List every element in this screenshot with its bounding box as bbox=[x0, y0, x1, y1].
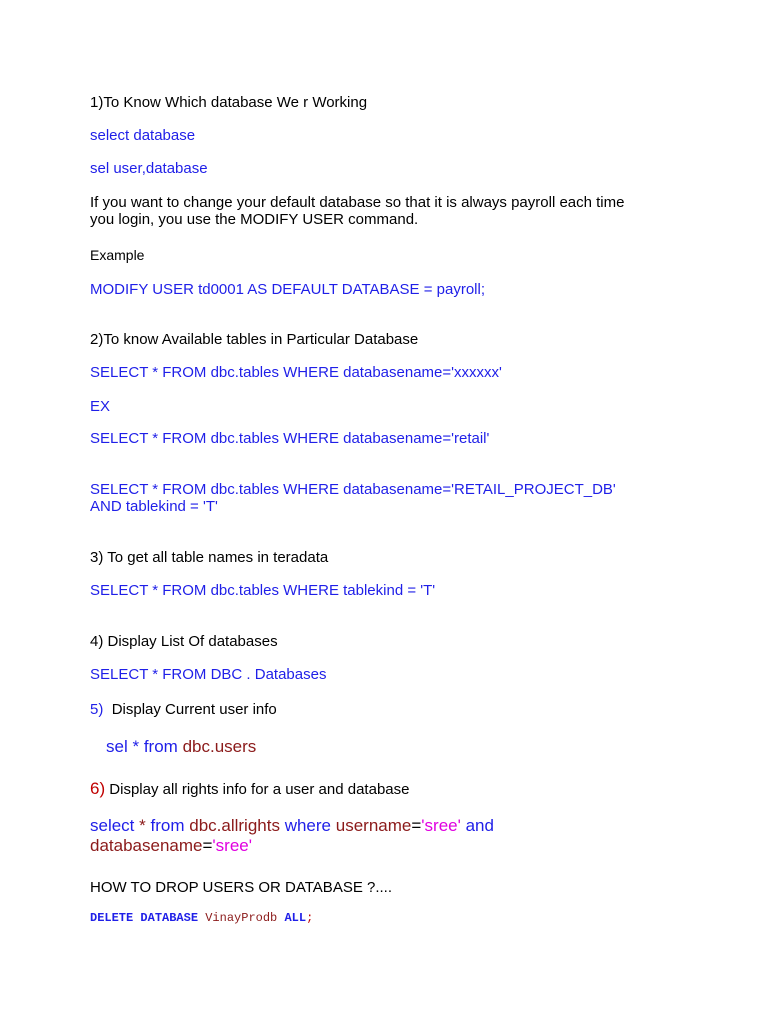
query-sel-user-database: sel user,database bbox=[90, 160, 208, 177]
query-delete-database bbox=[90, 911, 313, 925]
keyword-from: from bbox=[150, 816, 185, 835]
keyword-select: select bbox=[90, 816, 135, 835]
query-select-allrights-line-1 bbox=[90, 816, 494, 836]
section-1-heading: 1)To Know Which database We r Working bbox=[90, 94, 368, 111]
paragraph-line-2: you login, you use the MODIFY USER command. bbox=[90, 211, 419, 228]
section-4-heading: 4) Display List Of databases bbox=[90, 633, 278, 650]
query-select-database: select database bbox=[90, 127, 196, 144]
keyword-from: from bbox=[143, 737, 178, 756]
string-sree: 'sree' bbox=[421, 816, 461, 835]
section-5-heading bbox=[90, 701, 277, 719]
section-3-heading: 3) To get all table names in teradata bbox=[90, 549, 329, 566]
paragraph-line-1: If you want to change your default database so that it is always payroll each time bbox=[90, 194, 625, 211]
query-tables-xxxxxx: SELECT * FROM dbc.tables WHERE databasename='xxxxxx' bbox=[90, 364, 502, 381]
query-sel-dbc-users bbox=[106, 737, 256, 757]
table-dbc-allrights: dbc.allrights bbox=[189, 816, 280, 835]
query-tables-retail-project-line-1: SELECT * FROM dbc.tables WHERE databasename='RETAIL_PROJECT_DB' bbox=[90, 481, 616, 498]
equals-sign: = bbox=[202, 836, 213, 855]
database-name: VinayProdb bbox=[205, 911, 278, 925]
ex-label: EX bbox=[90, 398, 111, 415]
section-5-heading-text: Display Current user info bbox=[111, 701, 277, 718]
query-tables-tablekind: SELECT * FROM dbc.tables WHERE tablekind = 'T' bbox=[90, 582, 436, 599]
query-tables-retail: SELECT * FROM dbc.tables WHERE databasename='retail' bbox=[90, 430, 490, 447]
section-2-heading: 2)To know Available tables in Particular Database bbox=[90, 331, 419, 348]
equals-sign: = bbox=[411, 816, 422, 835]
query-select-allrights-line-2 bbox=[90, 836, 252, 856]
keyword-sel: sel bbox=[106, 737, 128, 756]
column-username: username bbox=[335, 816, 412, 835]
column-databasename: databasename bbox=[90, 836, 203, 855]
query-modify-user: MODIFY USER td0001 AS DEFAULT DATABASE = payroll; bbox=[90, 281, 486, 298]
keyword-where: where bbox=[284, 816, 332, 835]
query-dbc-databases: SELECT * FROM DBC . Databases bbox=[90, 666, 327, 683]
semicolon: ; bbox=[306, 911, 314, 925]
table-dbc-users: dbc.users bbox=[182, 737, 257, 756]
section-6-heading bbox=[90, 779, 409, 799]
keyword-and: and bbox=[465, 816, 494, 835]
keyword-database: DATABASE bbox=[140, 911, 199, 925]
example-label: Example bbox=[90, 247, 145, 263]
section-6-heading-text: Display all rights info for a user and database bbox=[109, 781, 410, 798]
star-operator: * bbox=[132, 737, 140, 756]
keyword-all: ALL bbox=[284, 911, 307, 925]
query-tables-retail-project-line-2: AND tablekind = 'T' bbox=[90, 498, 218, 515]
section-7-heading: HOW TO DROP USERS OR DATABASE ?.... bbox=[90, 879, 393, 896]
string-sree: 'sree' bbox=[212, 836, 252, 855]
section-6-number: 6) bbox=[90, 779, 106, 798]
star-operator: * bbox=[139, 816, 146, 835]
keyword-delete: DELETE bbox=[90, 911, 134, 925]
section-5-number: 5) bbox=[90, 701, 104, 718]
